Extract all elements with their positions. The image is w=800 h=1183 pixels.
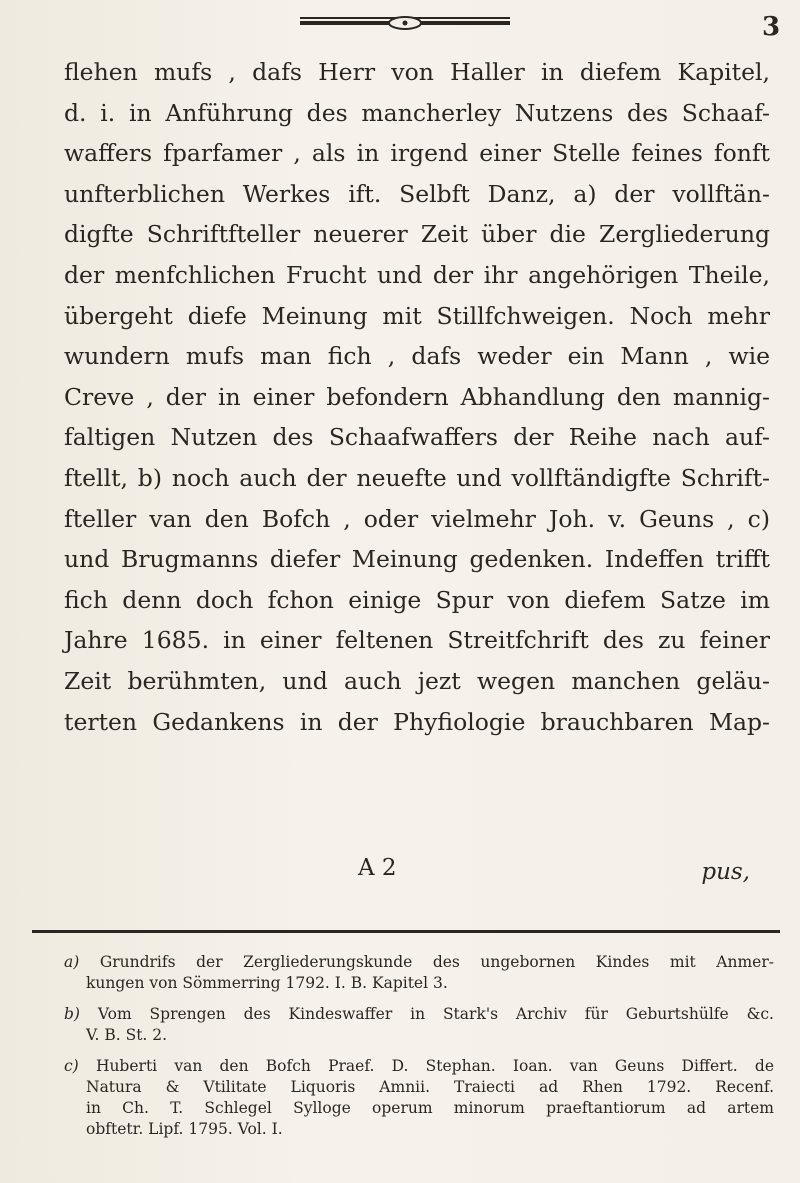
footnotes bbox=[64, 952, 774, 1150]
footnote-text: Grundrifs der Zergliederungskunde des ungebornen Kindes mit Anmer- bbox=[99, 953, 774, 971]
text-line: waffers fparfamer , als in irgend einer Stelle feines fonft bbox=[64, 139, 770, 168]
text-line: übergeht diefe Meinung mit Stillfchweigen. Noch mehr bbox=[64, 301, 770, 330]
text-line: faltigen Nutzen des Schaafwaffers der Reihe nach auf- bbox=[64, 423, 770, 452]
footnote-line: V. B. St. 2. bbox=[86, 1026, 168, 1044]
footnote-mark: c) bbox=[64, 1057, 79, 1075]
text-line: fich denn doch fchon einige Spur von diefem Satze im bbox=[64, 585, 770, 614]
text-line: wundern mufs man fich , dafs weder ein Mann , wie bbox=[64, 342, 770, 371]
signature-mark: A 2 bbox=[358, 855, 397, 881]
footnote-line: kungen von Sömmerring 1792. I. B. Kapitel 3. bbox=[86, 974, 448, 992]
text-line: terten Gedankens in der Phyfiologie brauchbaren Map- bbox=[64, 707, 770, 736]
footnote-line: Natura & Vtilitate Liquoris Amnii. Traiecti ad Rhen 1792. Recenf. bbox=[86, 1078, 774, 1096]
text-line: unfterblichen Werkes ift. Selbft Danz, a) der vollftän- bbox=[64, 179, 770, 208]
catchword: pus, bbox=[701, 859, 750, 885]
text-line: fteller van den Bofch , oder vielmehr Joh. v. Geuns , c) bbox=[64, 504, 770, 533]
text-line: flehen mufs , dafs Herr von Haller in diefem Kapitel, bbox=[64, 58, 770, 86]
text-line: Creve , der in einer befondern Abhandlung den mannig- bbox=[64, 382, 770, 411]
footnote-text: Vom Sprengen des Kindeswaffer in Stark's Archiv für Geburtshülfe &c. bbox=[97, 1005, 774, 1023]
text-line: digfte Schriftfteller neuerer Zeit über die Zergliederung bbox=[64, 220, 770, 249]
footnote-line bbox=[64, 1056, 774, 1077]
footnote-line: obftetr. Lipf. 1795. Vol. I. bbox=[86, 1120, 283, 1138]
footnote-c bbox=[64, 1056, 774, 1140]
text-line: Zeit berühmten, und auch jezt wegen manchen geläu- bbox=[64, 666, 770, 695]
footnote-line bbox=[64, 952, 774, 973]
footnote-line: in Ch. T. Schlegel Sylloge operum minorum praeftantiorum ad artem bbox=[86, 1099, 774, 1117]
page-number: 3 bbox=[762, 12, 781, 42]
signature-line bbox=[64, 855, 770, 895]
footnote-text: Huberti van den Bofch Praef. D. Stephan. Ioan. van Geuns Differt. de bbox=[95, 1057, 774, 1075]
text-line: Jahre 1685. in einer feltenen Streitfchrift des zu feiner bbox=[64, 626, 770, 655]
text-line: ftellt, b) noch auch der neuefte und vollftändigfte Schrift- bbox=[64, 463, 770, 492]
text-line: d. i. in Anführung des mancherley Nutzens des Schaaf- bbox=[64, 98, 770, 127]
text-line: und Brugmanns diefer Meinung gedenken. Indeffen trifft bbox=[64, 545, 770, 574]
footnote-rule bbox=[32, 930, 780, 933]
footnote-mark: a) bbox=[64, 953, 80, 971]
footnote-line bbox=[64, 1004, 774, 1025]
text-line: der menfchlichen Frucht und der ihr angehörigen Theile, bbox=[64, 260, 770, 289]
footnote-mark: b) bbox=[64, 1005, 80, 1023]
footnote-a bbox=[64, 952, 774, 994]
body-text bbox=[64, 52, 770, 742]
footnote-b bbox=[64, 1004, 774, 1046]
header-ornament bbox=[300, 16, 510, 30]
